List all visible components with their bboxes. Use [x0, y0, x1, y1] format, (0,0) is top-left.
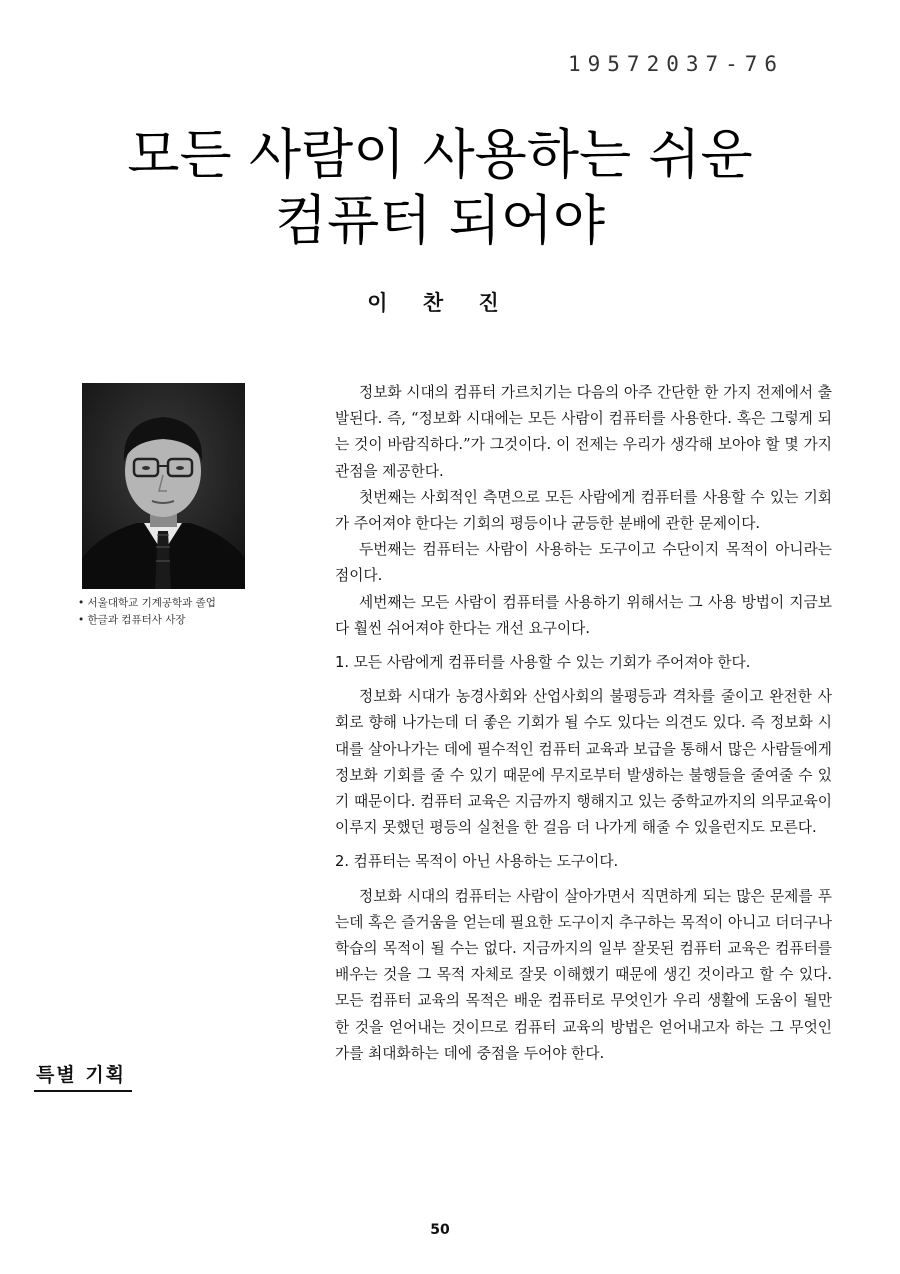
bio-item: • 서울대학교 기계공학과 졸업 [78, 597, 216, 609]
section-heading-1: 1. 모든 사람에게 컴퓨터를 사용할 수 있는 기회가 주어져야 한다. [335, 654, 751, 672]
article-title [60, 122, 820, 254]
title-line-2: 컴퓨터 되어야 [274, 189, 606, 252]
body-paragraph: 세번째는 모든 사람이 컴퓨터를 사용하기 위해서는 그 사용 방법이 지금보다 훨씬 쉬어져야 한다는 개선 요구이다. [335, 593, 832, 637]
section-heading-2: 2. 컴퓨터는 목적이 아닌 사용하는 도구이다. [335, 853, 619, 871]
bio-item: • 한글과 컴퓨터사 사장 [78, 614, 186, 626]
body-paragraph: 정보화 시대가 농경사회와 산업사회의 불평등과 격차를 줄이고 완전한 사회로 향해 나가는데 더 좋은 기회가 될 수도 있다는 의견도 있다. 즉 정보화 시대를 살아나가는 데에 필수적인 컴퓨터 교육과 보급을 통해서 많은 사람들에게 정보화 기회를 줄 수 있기 때문에 무지로부터 발생하는 불행들을 줄여줄 수 있기 때문이다. 컴퓨터 교육은 지금까지 행해지고 있는 중학교까지의 의무교육이 이루지 못했던 평등의 실천을 한 걸음 더 나가게 해줄 수 있을런지도 모른다. [335, 688, 832, 837]
body-paragraph: 정보화 시대의 컴퓨터는 사람이 살아가면서 직면하게 되는 많은 문제를 푸는데 혹은 즐거움을 얻는데 필요한 도구이지 추구하는 목적이 아니고 더더구나 학습의 목적이 될 수는 없다. 지금까지의 일부 잘못된 컴퓨터 교육은 컴퓨터를 배우는 것을 그 목적 자체로 잘못 이해했기 때문에 생긴 것이라고 할 수 있다. 모든 컴퓨터 교육의 목적은 배운 컴퓨터로 무엇인가 우리 생활에 도움이 될만한 것을 얻어내는 것이므로 컴퓨터 교육의 방법은 얻어내고자 하는 그 무엇인가를 최대화하는 데에 중점을 두어야 한다. [335, 887, 832, 1062]
special-feature-tag: 특별 기획 [34, 1060, 132, 1092]
author-portrait-image [82, 383, 245, 589]
author-name: 이 찬 진 [367, 291, 513, 315]
body-paragraph: 첫번째는 사회적인 측면으로 모든 사람에게 컴퓨터를 사용할 수 있는 기회가 주어져야 한다는 기회의 평등이나 균등한 분배에 관한 문제이다. [335, 488, 832, 533]
document-code: 19572037-76 [568, 52, 785, 76]
title-line-1: 모든 사람이 사용하는 쉬운 [127, 123, 753, 186]
page-number: 50 [430, 1222, 450, 1238]
author-bio [78, 595, 298, 629]
body-paragraph: 정보화 시대의 컴퓨터 가르치기는 다음의 아주 간단한 한 가지 전제에서 출발된다. 즉, “정보화 시대에는 모든 사람이 컴퓨터를 사용한다. 혹은 그렇게 되는 것이 바람직하다.”가 그것이다. 이 전제는 우리가 생각해 보아야 할 몇 가지 관점을 제공한다. [335, 384, 832, 480]
body-paragraph: 두번째는 컴퓨터는 사람이 사용하는 도구이고 수단이지 목적이 아니라는 점이다. [335, 541, 832, 585]
article-body [335, 380, 832, 1067]
author-photo [82, 383, 245, 589]
